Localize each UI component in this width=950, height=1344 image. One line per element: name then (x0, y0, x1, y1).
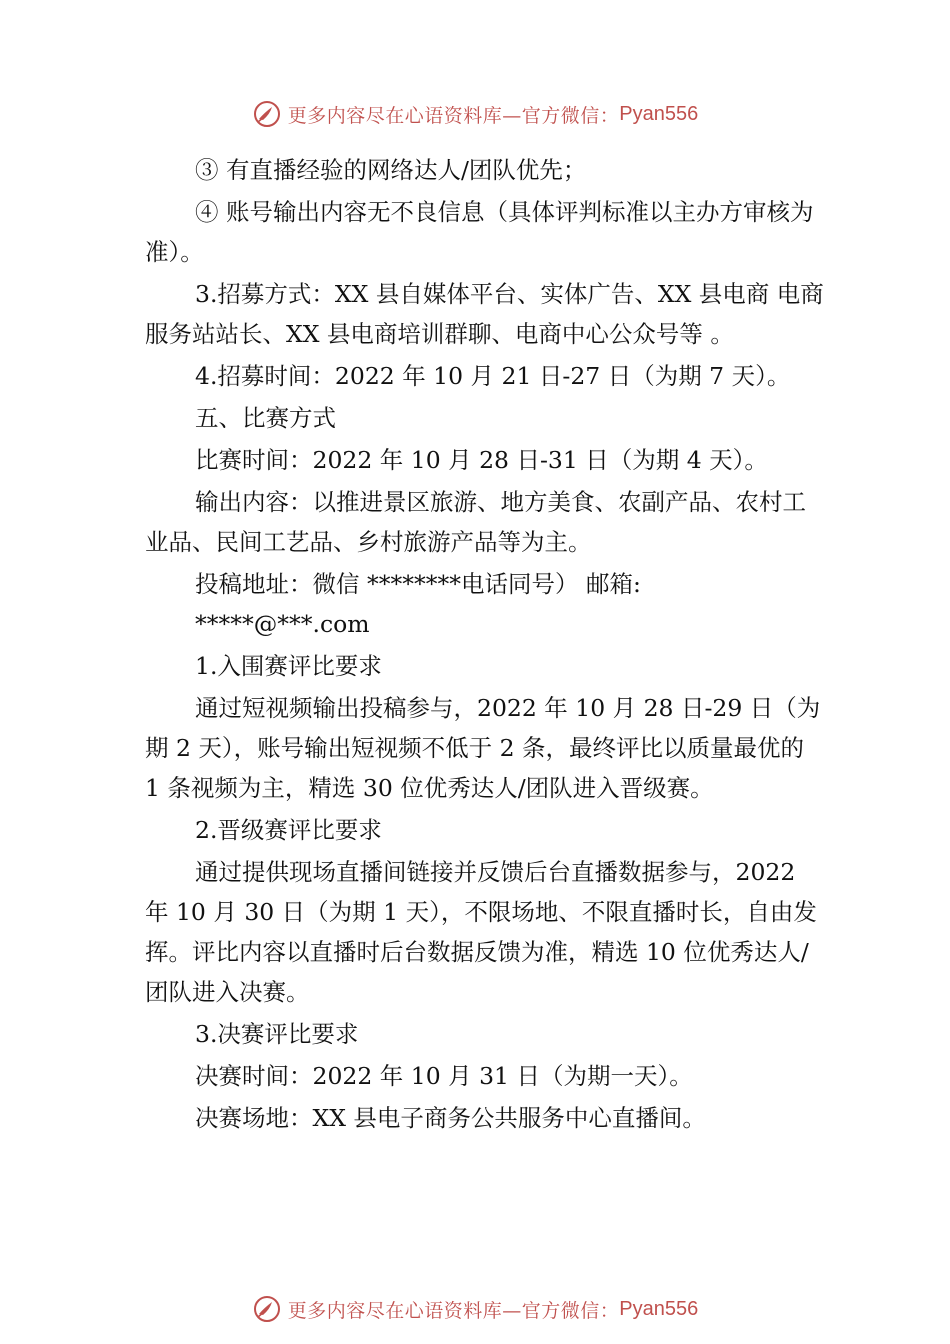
watermark-text: 更多内容尽在心语资料库—官方微信： (287, 104, 620, 127)
subheading-final: 3.决赛评比要求 (195, 1020, 359, 1048)
watermark-wechat-id: Pyan556 (619, 102, 699, 125)
book-quill-logo-icon (252, 1294, 282, 1324)
book-quill-logo-icon (252, 99, 282, 129)
paragraph-output-content: 输出内容：以推进景区旅游、地方美食、农副产品、农村工业品、民间工艺品、乡村旅游产品等为主。 (145, 488, 806, 556)
paragraph-email: *****@***.com (195, 610, 370, 638)
footer-watermark (0, 1291, 950, 1327)
paragraph-advancement: 通过提供现场直播间链接并反馈后台直播数据参与，2022 年 10 月 30 日（为期 1 天），不限场地、不限直播时长，自由发挥。评比内容以直播时后台数据反馈为准，精选 10 位优秀达人/团队进入决赛。 (145, 858, 817, 1006)
subheading-advancement: 2.晋级赛评比要求 (195, 816, 382, 844)
subheading-preliminary: 1.入围赛评比要求 (195, 652, 382, 680)
paragraph-recruit-method: 3.招募方式：XX 县自媒体平台、实体广告、XX 县电商 电商服务站站长、XX 县电商培训群聊、电商中心公众号等 。 (145, 280, 824, 348)
document-body (145, 150, 825, 1138)
watermark-text: 更多内容尽在心语资料库—官方微信： (287, 1299, 620, 1322)
paragraph-preliminary: 通过短视频输出投稿参与，2022 年 10 月 28 日-29 日（为期 2 天），账号输出短视频不低于 2 条，最终评比以质量最优的 1 条视频为主，精选 30 位优秀达人/团队进入晋级赛。 (145, 694, 821, 802)
paragraph-item-3: ③ 有直播经验的网络达人/团队优先； (195, 156, 587, 184)
paragraph-final-venue: 决赛场地：XX 县电子商务公共服务中心直播间。 (195, 1104, 706, 1132)
header-watermark (0, 96, 950, 132)
paragraph-recruit-time: 4.招募时间：2022 年 10 月 21 日-27 日（为期 7 天）。 (195, 362, 791, 390)
paragraph-competition-time: 比赛时间：2022 年 10 月 28 日-31 日（为期 4 天）。 (195, 446, 768, 474)
paragraph-item-4: ④ 账号输出内容无不良信息（具体评判标准以主办方审核为准）。 (145, 198, 814, 266)
section-heading-competition: 五、比赛方式 (195, 404, 336, 432)
watermark-wechat-id: Pyan556 (619, 1297, 699, 1320)
paragraph-submission-address: 投稿地址：微信 ********电话同号） 邮箱: (195, 570, 641, 598)
paragraph-final-time: 决赛时间：2022 年 10 月 31 日（为期一天）。 (195, 1062, 693, 1090)
